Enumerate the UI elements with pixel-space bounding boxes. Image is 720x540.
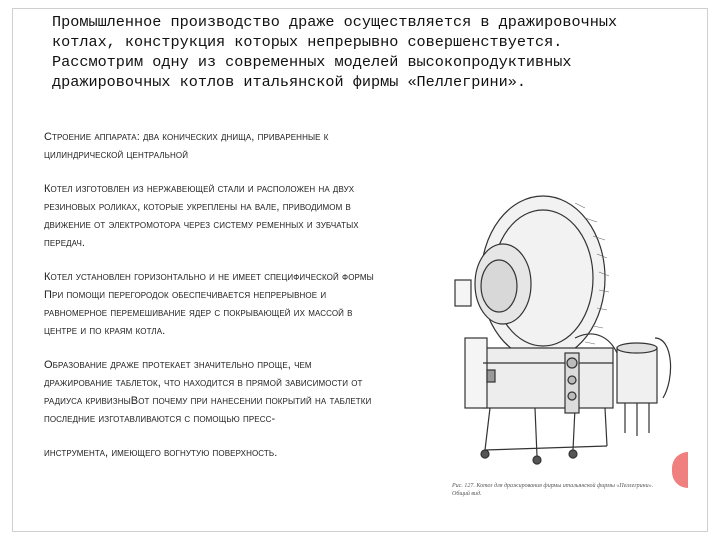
figure-caption: Рис. 127. Котел для дражирования фирмы итальянской фирмы «Пеллегрини». Общий вид. <box>452 483 654 497</box>
paragraph-tool: инструмента, имеющего вогнутую поверхность. <box>44 447 278 459</box>
paragraph-material: Котел изготовлен из нержавеющей стали и расположен на двух резиновых роликах, которые укреплены на вале, приводимом в движение от электромотора через систему ременных и зубчатых передач. <box>44 183 359 249</box>
intro-text: Промышленное производство драже осуществляется в дражировочных котлах, конструкция которых непрерывно совершенствуется. Рассмотрим одну из современных моделей высокопродуктивных дражировочных котлов итальянской фирмы «Пеллегрини». <box>52 13 618 91</box>
intro-heading <box>52 12 642 92</box>
coating-pan-drawing <box>425 188 685 488</box>
body-text-column <box>44 128 374 478</box>
paragraph-structure: Строение аппарата: два конических днища, приваренные к цилиндрической центральной <box>44 131 329 161</box>
paragraph-formation: Образование драже протекает значительно проще, чем дражирование таблеток, что находится в прямой зависимости от радиуса кривизныВот почему при нанесении покрытий на таблетки последние изготавливаются с помощью пресс- <box>44 359 372 425</box>
paragraph-installation: Котел установлен горизонтально и не имеет специфической формы При помощи перегородок обеспечивается непрерывное и равномерное перемешивание ядер с покрывающей их массой в центре и по краям котла. <box>44 271 374 337</box>
coating-pan-illustration <box>425 188 685 488</box>
